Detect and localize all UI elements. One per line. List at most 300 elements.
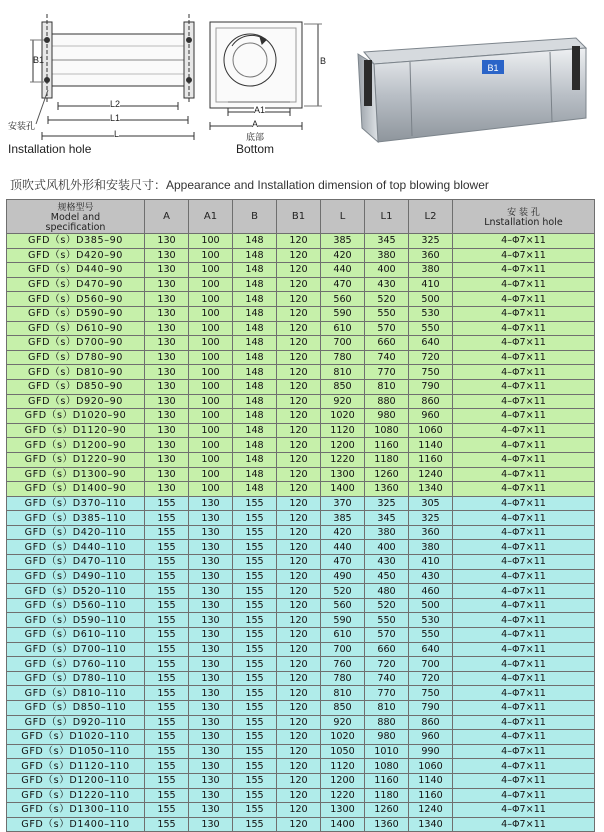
section-caption: 顶吹式风机外形和安装尺寸：Appearance and Installation dimension of top blowing blower xyxy=(10,178,489,192)
cell-a1: 130 xyxy=(189,584,233,599)
cell-model: GFD（s）D810–90 xyxy=(7,365,145,380)
cell-l: 810 xyxy=(321,365,365,380)
cell-b: 155 xyxy=(233,540,277,555)
cell-a1: 100 xyxy=(189,379,233,394)
table-row xyxy=(7,584,595,599)
header-install-hole xyxy=(453,200,595,234)
cell-l: 470 xyxy=(321,277,365,292)
cell-l: 780 xyxy=(321,350,365,365)
cell-a1: 130 xyxy=(189,613,233,628)
dim-l2-label: L2 xyxy=(110,99,121,109)
cell-a1: 100 xyxy=(189,234,233,249)
cell-a: 130 xyxy=(145,306,189,321)
table-row xyxy=(7,525,595,540)
cell-model: GFD（s）D1120–90 xyxy=(7,423,145,438)
cell-l: 1400 xyxy=(321,482,365,497)
cell-b: 155 xyxy=(233,803,277,818)
dim-l1-label: L1 xyxy=(110,113,121,123)
dim-a1-label: A1 xyxy=(254,105,266,115)
cell-l2: 1060 xyxy=(409,759,453,774)
table-row xyxy=(7,715,595,730)
cell-l2: 790 xyxy=(409,701,453,716)
cell-l: 470 xyxy=(321,555,365,570)
cell-l: 700 xyxy=(321,642,365,657)
cell-hole: 4–Φ7×11 xyxy=(453,598,595,613)
cell-l1: 550 xyxy=(365,306,409,321)
cell-a1: 100 xyxy=(189,336,233,351)
cell-model: GFD（s）D370–110 xyxy=(7,496,145,511)
cell-model: GFD（s）D1400–90 xyxy=(7,482,145,497)
cell-b: 155 xyxy=(233,598,277,613)
cell-a: 130 xyxy=(145,482,189,497)
cell-b1: 120 xyxy=(277,365,321,380)
cell-b1: 120 xyxy=(277,438,321,453)
cell-l1: 380 xyxy=(365,248,409,263)
cell-b: 148 xyxy=(233,467,277,482)
cell-a: 130 xyxy=(145,423,189,438)
cell-a: 155 xyxy=(145,759,189,774)
cell-b: 155 xyxy=(233,788,277,803)
cell-model: GFD（s）D590–90 xyxy=(7,306,145,321)
cell-l2: 960 xyxy=(409,409,453,424)
cell-model: GFD（s）D1120–110 xyxy=(7,759,145,774)
cell-l2: 430 xyxy=(409,569,453,584)
cell-a1: 130 xyxy=(189,598,233,613)
cell-model: GFD（s）D385–110 xyxy=(7,511,145,526)
cell-a: 155 xyxy=(145,671,189,686)
cell-l: 440 xyxy=(321,263,365,278)
cell-b: 148 xyxy=(233,365,277,380)
cell-hole: 4–Φ7×11 xyxy=(453,350,595,365)
cell-b: 155 xyxy=(233,569,277,584)
cell-a: 155 xyxy=(145,628,189,643)
cell-b1: 120 xyxy=(277,350,321,365)
cell-model: GFD（s）D385–90 xyxy=(7,234,145,249)
cell-a: 155 xyxy=(145,525,189,540)
cell-l2: 750 xyxy=(409,686,453,701)
cell-l2: 360 xyxy=(409,248,453,263)
table-row xyxy=(7,759,595,774)
table-row xyxy=(7,394,595,409)
cell-a1: 100 xyxy=(189,409,233,424)
cell-b1: 120 xyxy=(277,540,321,555)
cell-l1: 1160 xyxy=(365,438,409,453)
install-hole-caption: Installation hole xyxy=(8,142,92,156)
cell-l2: 550 xyxy=(409,321,453,336)
cell-l: 1300 xyxy=(321,467,365,482)
table-row xyxy=(7,306,595,321)
cell-model: GFD（s）D780–90 xyxy=(7,350,145,365)
cell-l2: 410 xyxy=(409,277,453,292)
cell-a: 130 xyxy=(145,336,189,351)
cell-l: 610 xyxy=(321,321,365,336)
cell-model: GFD（s）D810–110 xyxy=(7,686,145,701)
table-row xyxy=(7,555,595,570)
cell-model: GFD（s）D1220–110 xyxy=(7,788,145,803)
cell-l1: 1260 xyxy=(365,803,409,818)
cell-a: 155 xyxy=(145,598,189,613)
cell-a: 130 xyxy=(145,292,189,307)
cell-b: 148 xyxy=(233,379,277,394)
cell-b: 148 xyxy=(233,263,277,278)
table-row xyxy=(7,482,595,497)
cell-l1: 720 xyxy=(365,657,409,672)
table-row xyxy=(7,350,595,365)
cell-hole: 4–Φ7×11 xyxy=(453,467,595,482)
cell-l: 850 xyxy=(321,701,365,716)
cell-l1: 1080 xyxy=(365,759,409,774)
header-a: A xyxy=(145,200,189,234)
cell-a: 130 xyxy=(145,263,189,278)
cell-a1: 130 xyxy=(189,686,233,701)
cell-a: 155 xyxy=(145,788,189,803)
cell-l: 1200 xyxy=(321,438,365,453)
cell-b1: 120 xyxy=(277,686,321,701)
cell-l1: 1260 xyxy=(365,467,409,482)
cell-b1: 120 xyxy=(277,277,321,292)
cell-l1: 660 xyxy=(365,336,409,351)
cell-l2: 790 xyxy=(409,379,453,394)
header-l2: L2 xyxy=(409,200,453,234)
cell-l1: 660 xyxy=(365,642,409,657)
cell-b: 155 xyxy=(233,773,277,788)
cell-hole: 4–Φ7×11 xyxy=(453,511,595,526)
cell-b1: 120 xyxy=(277,701,321,716)
cell-l2: 380 xyxy=(409,540,453,555)
cell-l2: 550 xyxy=(409,628,453,643)
cell-l2: 1140 xyxy=(409,438,453,453)
cell-a1: 130 xyxy=(189,496,233,511)
cell-b: 148 xyxy=(233,350,277,365)
cell-l: 610 xyxy=(321,628,365,643)
cell-l1: 480 xyxy=(365,584,409,599)
cell-l2: 500 xyxy=(409,292,453,307)
cell-b: 148 xyxy=(233,423,277,438)
cell-l1: 345 xyxy=(365,234,409,249)
cell-a: 155 xyxy=(145,657,189,672)
cell-l1: 880 xyxy=(365,715,409,730)
cell-hole: 4–Φ7×11 xyxy=(453,409,595,424)
cell-l2: 990 xyxy=(409,744,453,759)
cell-a: 130 xyxy=(145,365,189,380)
table-row xyxy=(7,263,595,278)
cell-b1: 120 xyxy=(277,379,321,394)
cell-a1: 100 xyxy=(189,350,233,365)
table-row xyxy=(7,744,595,759)
cell-a1: 100 xyxy=(189,482,233,497)
cell-a1: 130 xyxy=(189,525,233,540)
cell-a1: 130 xyxy=(189,701,233,716)
cell-hole: 4–Φ7×11 xyxy=(453,248,595,263)
cell-hole: 4–Φ7×11 xyxy=(453,730,595,745)
header-hole-en: Lnstallation hole xyxy=(484,217,563,228)
cell-a: 155 xyxy=(145,730,189,745)
cell-hole: 4–Φ7×11 xyxy=(453,788,595,803)
cell-l1: 770 xyxy=(365,365,409,380)
cell-l1: 880 xyxy=(365,394,409,409)
cell-l2: 860 xyxy=(409,715,453,730)
cell-a: 130 xyxy=(145,248,189,263)
cell-l: 920 xyxy=(321,394,365,409)
cell-b: 148 xyxy=(233,321,277,336)
cell-l: 760 xyxy=(321,657,365,672)
cell-a: 155 xyxy=(145,715,189,730)
cell-a: 130 xyxy=(145,452,189,467)
cell-l1: 1010 xyxy=(365,744,409,759)
cell-a: 155 xyxy=(145,584,189,599)
table-row xyxy=(7,613,595,628)
cell-l1: 430 xyxy=(365,277,409,292)
cell-a1: 130 xyxy=(189,744,233,759)
cell-l: 810 xyxy=(321,686,365,701)
cell-l1: 1180 xyxy=(365,452,409,467)
cell-b: 148 xyxy=(233,248,277,263)
cell-b: 148 xyxy=(233,336,277,351)
cell-model: GFD（s）D1200–90 xyxy=(7,438,145,453)
cell-model: GFD（s）D1050–110 xyxy=(7,744,145,759)
cell-hole: 4–Φ7×11 xyxy=(453,365,595,380)
cell-a1: 100 xyxy=(189,321,233,336)
cell-a1: 130 xyxy=(189,511,233,526)
cell-model: GFD（s）D440–110 xyxy=(7,540,145,555)
cell-b: 148 xyxy=(233,452,277,467)
cell-l: 1220 xyxy=(321,788,365,803)
cell-b1: 120 xyxy=(277,336,321,351)
cell-l1: 400 xyxy=(365,263,409,278)
cell-hole: 4–Φ7×11 xyxy=(453,671,595,686)
table-row xyxy=(7,467,595,482)
table-header-row xyxy=(7,200,595,234)
cell-l: 420 xyxy=(321,248,365,263)
table-row xyxy=(7,686,595,701)
cell-model: GFD（s）D420–90 xyxy=(7,248,145,263)
cell-hole: 4–Φ7×11 xyxy=(453,438,595,453)
cell-model: GFD（s）D610–90 xyxy=(7,321,145,336)
cell-model: GFD（s）D520–110 xyxy=(7,584,145,599)
cell-b1: 120 xyxy=(277,423,321,438)
cell-a1: 100 xyxy=(189,438,233,453)
cell-hole: 4–Φ7×11 xyxy=(453,803,595,818)
table-row xyxy=(7,598,595,613)
cell-l: 1400 xyxy=(321,817,365,832)
table-row xyxy=(7,701,595,716)
cell-b: 155 xyxy=(233,671,277,686)
table-row xyxy=(7,379,595,394)
cell-hole: 4–Φ7×11 xyxy=(453,452,595,467)
table-row xyxy=(7,773,595,788)
cell-hole: 4–Φ7×11 xyxy=(453,817,595,832)
cell-a: 155 xyxy=(145,803,189,818)
cell-b: 155 xyxy=(233,817,277,832)
cell-hole: 4–Φ7×11 xyxy=(453,701,595,716)
cell-b1: 120 xyxy=(277,817,321,832)
table-row xyxy=(7,511,595,526)
cell-hole: 4–Φ7×11 xyxy=(453,525,595,540)
cell-l: 1120 xyxy=(321,423,365,438)
cell-hole: 4–Φ7×11 xyxy=(453,584,595,599)
cell-a1: 130 xyxy=(189,540,233,555)
cell-l2: 380 xyxy=(409,263,453,278)
cell-l1: 325 xyxy=(365,496,409,511)
cell-b: 155 xyxy=(233,555,277,570)
cell-b: 155 xyxy=(233,759,277,774)
cell-l: 590 xyxy=(321,306,365,321)
cell-a: 130 xyxy=(145,394,189,409)
cell-l2: 750 xyxy=(409,365,453,380)
cell-a: 155 xyxy=(145,613,189,628)
dim-b1-label: B1 xyxy=(33,55,45,65)
cell-b1: 120 xyxy=(277,759,321,774)
cell-b: 148 xyxy=(233,277,277,292)
cell-model: GFD（s）D1400–110 xyxy=(7,817,145,832)
cell-b: 155 xyxy=(233,657,277,672)
cell-b: 148 xyxy=(233,394,277,409)
cell-l: 780 xyxy=(321,671,365,686)
cell-l: 1020 xyxy=(321,730,365,745)
cell-l2: 500 xyxy=(409,598,453,613)
cell-b: 155 xyxy=(233,686,277,701)
cell-hole: 4–Φ7×11 xyxy=(453,394,595,409)
cell-l2: 1340 xyxy=(409,482,453,497)
cell-l: 440 xyxy=(321,540,365,555)
cell-hole: 4–Φ7×11 xyxy=(453,234,595,249)
cell-l1: 430 xyxy=(365,555,409,570)
cell-l: 520 xyxy=(321,584,365,599)
table-row xyxy=(7,423,595,438)
cell-b1: 120 xyxy=(277,642,321,657)
cell-l2: 1160 xyxy=(409,788,453,803)
cell-hole: 4–Φ7×11 xyxy=(453,759,595,774)
cell-l: 420 xyxy=(321,525,365,540)
bottom-view-drawing xyxy=(210,22,322,130)
cell-l2: 1240 xyxy=(409,803,453,818)
cell-l2: 1340 xyxy=(409,817,453,832)
cell-hole: 4–Φ7×11 xyxy=(453,569,595,584)
cell-b: 155 xyxy=(233,744,277,759)
blower-photo xyxy=(350,8,598,148)
cell-b1: 120 xyxy=(277,496,321,511)
table-row xyxy=(7,321,595,336)
cell-b1: 120 xyxy=(277,671,321,686)
header-b1: B1 xyxy=(277,200,321,234)
cell-a1: 100 xyxy=(189,248,233,263)
cell-l: 1200 xyxy=(321,773,365,788)
cell-l: 1020 xyxy=(321,409,365,424)
cell-b: 148 xyxy=(233,292,277,307)
cell-model: GFD（s）D1300–110 xyxy=(7,803,145,818)
cell-l1: 740 xyxy=(365,350,409,365)
cell-model: GFD（s）D850–90 xyxy=(7,379,145,394)
cell-hole: 4–Φ7×11 xyxy=(453,773,595,788)
cell-a: 155 xyxy=(145,511,189,526)
cell-model: GFD（s）D440–90 xyxy=(7,263,145,278)
cell-l1: 520 xyxy=(365,292,409,307)
table-row xyxy=(7,817,595,832)
cell-a1: 130 xyxy=(189,817,233,832)
bottom-cn-label: 底部 xyxy=(246,132,265,142)
cell-a1: 130 xyxy=(189,642,233,657)
cell-hole: 4–Φ7×11 xyxy=(453,555,595,570)
cell-l1: 570 xyxy=(365,628,409,643)
cell-l1: 740 xyxy=(365,671,409,686)
install-hole-cn-label: 安装孔 xyxy=(8,121,36,131)
cell-a1: 130 xyxy=(189,671,233,686)
table-row xyxy=(7,409,595,424)
cell-a1: 130 xyxy=(189,773,233,788)
cell-b1: 120 xyxy=(277,321,321,336)
cell-a1: 100 xyxy=(189,467,233,482)
cell-hole: 4–Φ7×11 xyxy=(453,613,595,628)
header-b: B xyxy=(233,200,277,234)
cell-a1: 100 xyxy=(189,263,233,278)
cell-l2: 325 xyxy=(409,234,453,249)
spec-table xyxy=(6,199,595,832)
cell-a1: 100 xyxy=(189,306,233,321)
cell-l2: 1060 xyxy=(409,423,453,438)
cell-a: 130 xyxy=(145,277,189,292)
table-row xyxy=(7,336,595,351)
cell-l2: 640 xyxy=(409,336,453,351)
cell-model: GFD（s）D700–90 xyxy=(7,336,145,351)
header-a1: A1 xyxy=(189,200,233,234)
cell-l1: 400 xyxy=(365,540,409,555)
cell-b1: 120 xyxy=(277,263,321,278)
cell-model: GFD（s）D1020–90 xyxy=(7,409,145,424)
cell-b: 155 xyxy=(233,525,277,540)
cell-l2: 460 xyxy=(409,584,453,599)
cell-a: 130 xyxy=(145,350,189,365)
cell-b1: 120 xyxy=(277,715,321,730)
header-model xyxy=(7,200,145,234)
cell-a1: 130 xyxy=(189,788,233,803)
table-row xyxy=(7,277,595,292)
cell-l: 700 xyxy=(321,336,365,351)
cell-b: 148 xyxy=(233,438,277,453)
header-model-cn: 规格型号 xyxy=(57,203,94,213)
cell-l2: 640 xyxy=(409,642,453,657)
cell-a: 155 xyxy=(145,496,189,511)
cell-b: 155 xyxy=(233,511,277,526)
cell-a1: 100 xyxy=(189,277,233,292)
cell-l: 920 xyxy=(321,715,365,730)
cell-l2: 720 xyxy=(409,350,453,365)
cell-hole: 4–Φ7×11 xyxy=(453,496,595,511)
cell-l1: 1160 xyxy=(365,773,409,788)
cell-model: GFD（s）D920–110 xyxy=(7,715,145,730)
cell-a: 155 xyxy=(145,744,189,759)
cell-a: 155 xyxy=(145,701,189,716)
cell-l: 850 xyxy=(321,379,365,394)
cell-l1: 810 xyxy=(365,379,409,394)
cell-l2: 860 xyxy=(409,394,453,409)
cell-hole: 4–Φ7×11 xyxy=(453,423,595,438)
cell-l1: 770 xyxy=(365,686,409,701)
cell-l: 560 xyxy=(321,598,365,613)
cell-hole: 4–Φ7×11 xyxy=(453,657,595,672)
cell-l1: 380 xyxy=(365,525,409,540)
cell-l: 385 xyxy=(321,511,365,526)
table-row xyxy=(7,248,595,263)
cell-l2: 530 xyxy=(409,306,453,321)
cell-a1: 130 xyxy=(189,803,233,818)
cell-a1: 100 xyxy=(189,365,233,380)
cell-b1: 120 xyxy=(277,409,321,424)
cell-hole: 4–Φ7×11 xyxy=(453,277,595,292)
cell-b: 155 xyxy=(233,642,277,657)
table-row xyxy=(7,671,595,686)
cell-l: 1050 xyxy=(321,744,365,759)
cell-b: 155 xyxy=(233,701,277,716)
